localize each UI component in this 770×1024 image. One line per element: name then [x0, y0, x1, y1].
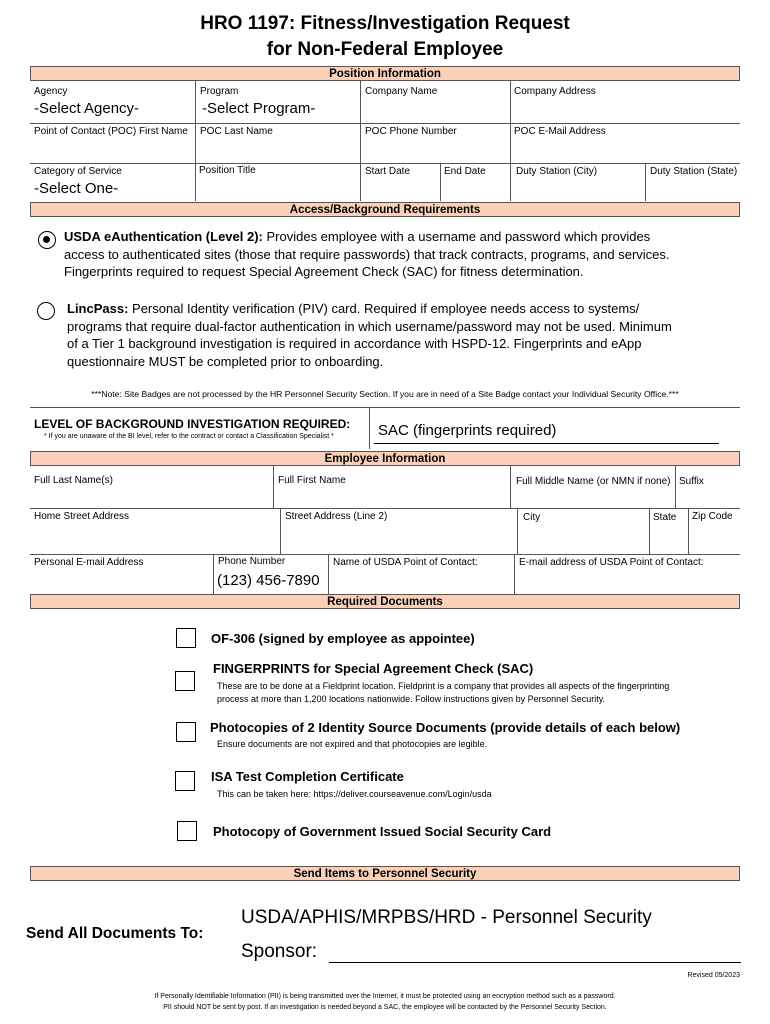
employee-section-header: Employee Information: [30, 451, 740, 466]
form-title-line1: HRO 1197: Fitness/Investigation Request: [200, 13, 570, 34]
eauth-line1: Provides employee with a username and password which provides: [262, 229, 651, 244]
divider: [273, 466, 274, 508]
poc-first-name-field[interactable]: [32, 138, 192, 160]
identity-docs-checkbox[interactable]: [176, 722, 196, 742]
eauth-title: USDA eAuthentication (Level 2):: [64, 229, 263, 244]
ssn-card-checkbox[interactable]: [177, 821, 197, 841]
divider: [30, 508, 740, 509]
bi-level-note: * If you are unaware of the BI level, refer to the contract or contact a Classification Specialist *: [44, 433, 334, 440]
suffix-label: Suffix: [679, 476, 704, 487]
sponsor-label: Sponsor:: [241, 941, 318, 962]
divider: [360, 123, 361, 163]
fingerprints-desc-line2: process at more than 1,200 locations nationwide. Follow instructions given by Personnel Security.: [217, 693, 606, 704]
identity-docs-title: Photocopies of 2 Identity Source Documents (provide details of each below): [210, 720, 681, 735]
pii-notice-line1: If Personally Identifiable Information (PII) is being transmitted over the Internet, it must be protected using an encryption method such as a password.: [154, 993, 616, 1000]
fingerprints-desc-line1: These are to be done at a Fieldprint location. Fieldprint is a company that provides all aspects of the fingerprinting: [217, 681, 670, 691]
divider: [195, 163, 196, 201]
lincpass-line4: questionnaire MUST be completed prior to onboarding.: [67, 353, 384, 369]
poc-phone-label: POC Phone Number: [365, 126, 457, 137]
middle-name-field[interactable]: [513, 488, 673, 506]
divider: [30, 554, 740, 555]
bi-level-underline: [374, 443, 719, 444]
zip-field[interactable]: [690, 524, 738, 552]
agency-select[interactable]: -Select Agency-: [34, 100, 140, 117]
poc-email-field[interactable]: [512, 138, 738, 160]
suffix-field[interactable]: [678, 488, 738, 506]
divider: [645, 163, 646, 201]
start-date-label: Start Date: [365, 166, 411, 177]
send-label: Send All Documents To:: [26, 925, 204, 942]
city-field[interactable]: [520, 526, 646, 552]
lincpass-line2: programs that require dual-factor authentication in which username/password may not be used. Minimum: [67, 318, 672, 334]
eauth-option-text: [64, 228, 744, 281]
divider: [30, 123, 740, 124]
usda-poc-email-label: E-mail address of USDA Point of Contact:: [519, 557, 704, 568]
sponsor-underline: [329, 962, 741, 963]
divider: [675, 466, 676, 508]
duty-state-field[interactable]: [647, 178, 738, 200]
state-field[interactable]: [651, 526, 686, 552]
divider: [510, 163, 511, 201]
isa-checkbox[interactable]: [175, 771, 195, 791]
usda-poc-name-label: Name of USDA Point of Contact:: [333, 557, 478, 568]
bi-level-select[interactable]: SAC (fingerprints required): [378, 422, 557, 439]
personal-email-field[interactable]: [32, 570, 210, 592]
documents-section-header: Required Documents: [30, 594, 740, 609]
state-label: State: [653, 512, 677, 523]
personal-email-label: Personal E-mail Address: [34, 557, 144, 568]
category-select[interactable]: -Select One-: [34, 180, 119, 197]
poc-email-label: POC E-Mail Address: [514, 126, 606, 137]
divider: [510, 123, 511, 163]
agency-label: Agency: [34, 86, 68, 97]
bi-level-label: LEVEL OF BACKGROUND INVESTIGATION REQUIRED:: [34, 417, 351, 431]
first-name-field[interactable]: [276, 487, 507, 506]
divider: [688, 508, 689, 554]
middle-name-label: Full Middle Name (or NMN if none): [516, 476, 671, 487]
end-date-label: End Date: [444, 166, 486, 177]
divider: [514, 554, 515, 594]
isa-desc: This can be taken here: https://deliver.courseavenue.com/Login/usda: [217, 789, 492, 799]
divider: [280, 508, 281, 554]
street-field[interactable]: [32, 524, 277, 552]
site-badge-note: ***Note: Site Badges are not processed by the HR Personnel Security Section. If you are in need of a Site Badge contact your Individual Security Office.***: [91, 389, 679, 399]
start-date-field[interactable]: [362, 178, 438, 200]
lincpass-line1: Personal Identity verification (PIV) card. Required if employee needs access to systems/: [128, 301, 640, 316]
lincpass-title: LincPass:: [67, 301, 129, 316]
usda-poc-name-field[interactable]: [331, 570, 511, 592]
ssn-card-title: Photocopy of Government Issued Social Security Card: [213, 824, 552, 839]
program-select[interactable]: -Select Program-: [202, 100, 316, 117]
poc-last-name-label: POC Last Name: [200, 126, 273, 137]
zip-label: Zip Code: [692, 511, 733, 522]
street-label: Home Street Address: [34, 511, 130, 522]
lincpass-line3: of a Tier 1 background investigation is required in accordance with HSPD-12. Fingerprints and eApp: [67, 336, 642, 351]
divider: [328, 554, 329, 594]
company-address-field[interactable]: [512, 98, 738, 120]
divider: [213, 554, 214, 594]
divider: [510, 466, 511, 508]
eauth-line2: access to authenticated sites (those that require passwords) that track contracts, programs, and services.: [64, 246, 670, 262]
form-title-line2: for Non-Federal Employee: [266, 39, 504, 60]
of306-checkbox[interactable]: [176, 628, 196, 648]
divider: [440, 163, 441, 201]
divider: [510, 81, 511, 123]
divider: [360, 81, 361, 123]
divider: [649, 508, 650, 554]
fingerprints-checkbox[interactable]: [175, 671, 195, 691]
lincpass-radio[interactable]: [37, 302, 55, 320]
divider: [195, 123, 196, 163]
divider: [30, 163, 740, 164]
position-title-label: Position Title: [199, 165, 256, 176]
eauth-line3: Fingerprints required to request Special Agreement Check (SAC) for fitness determination.: [64, 264, 584, 279]
company-name-label: Company Name: [365, 86, 438, 97]
radio-selected-dot: [43, 236, 50, 243]
poc-phone-field[interactable]: [362, 138, 508, 160]
isa-title: ISA Test Completion Certificate: [211, 769, 404, 784]
phone-label: Phone Number: [218, 556, 286, 567]
pii-notice-line2: PII should NOT be sent by post. If an investigation is needed beyond a SAC, the employee will be contacted by the Personnel Security Section.: [163, 1004, 607, 1011]
fingerprints-desc: [217, 680, 669, 705]
send-address: USDA/APHIS/MRPBS/HRD - Personnel Security: [241, 907, 652, 928]
company-address-label: Company Address: [514, 86, 596, 97]
duty-city-field[interactable]: [512, 178, 643, 200]
last-name-label: Full Last Name(s): [34, 475, 113, 486]
duty-state-label: Duty Station (State): [650, 166, 738, 177]
end-date-field[interactable]: [442, 178, 508, 200]
divider: [30, 407, 740, 408]
company-name-field[interactable]: [362, 98, 508, 120]
divider: [369, 407, 370, 449]
poc-last-name-field[interactable]: [197, 138, 357, 160]
send-section-header: Send Items to Personnel Security: [30, 866, 740, 881]
revised-date: Revised 05/2023: [687, 972, 740, 979]
phone-field[interactable]: (123) 456-7890: [217, 572, 320, 589]
divider: [195, 81, 196, 123]
divider: [517, 508, 518, 554]
category-label: Category of Service: [34, 166, 122, 177]
divider: [360, 163, 361, 201]
eauth-radio[interactable]: [38, 231, 56, 249]
program-label: Program: [200, 86, 239, 97]
lincpass-option-text: [67, 300, 717, 370]
poc-first-name-label: Point of Contact (POC) First Name: [34, 126, 188, 137]
city-label: City: [523, 512, 541, 523]
position-title-field[interactable]: [197, 178, 357, 200]
street2-label: Street Address (Line 2): [285, 511, 388, 522]
position-section-header: Position Information: [30, 66, 740, 81]
fingerprints-title: FINGERPRINTS for Special Agreement Check (SAC): [213, 661, 534, 676]
duty-city-label: Duty Station (City): [516, 166, 598, 177]
identity-docs-desc: Ensure documents are not expired and that photocopies are legible.: [217, 739, 488, 749]
street2-field[interactable]: [283, 524, 514, 552]
last-name-field[interactable]: [32, 487, 270, 506]
usda-poc-email-field[interactable]: [517, 570, 738, 592]
first-name-label: Full First Name: [278, 475, 346, 486]
of306-title: OF-306 (signed by employee as appointee): [211, 631, 475, 646]
sponsor-field[interactable]: [329, 942, 741, 962]
access-section-header: Access/Background Requirements: [30, 202, 740, 217]
